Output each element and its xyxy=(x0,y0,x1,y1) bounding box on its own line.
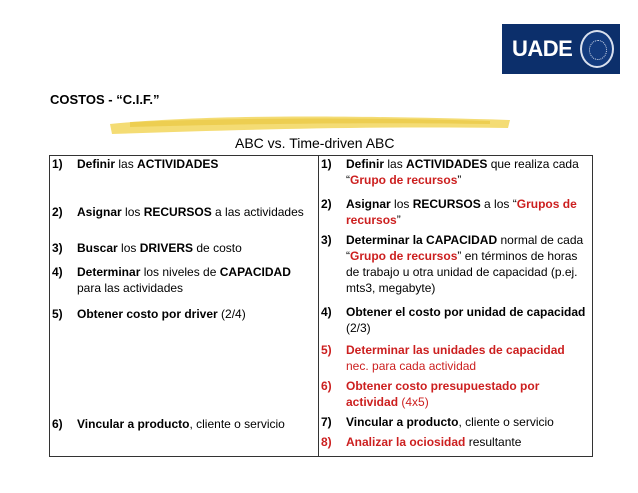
item-text-segment: las xyxy=(384,157,407,171)
item-text-segment: nec. para cada actividad xyxy=(346,359,477,373)
item-text xyxy=(77,156,318,204)
item-text-segment: DRIVERS xyxy=(139,241,194,255)
item-text-segment: a las actividades xyxy=(211,205,304,219)
item-text xyxy=(77,416,318,456)
list-item xyxy=(319,232,592,304)
tdabc-column xyxy=(319,156,593,457)
item-text-segment: resultante xyxy=(465,435,522,449)
item-text-segment: (2/4) xyxy=(217,307,246,321)
list-item xyxy=(319,156,592,196)
item-number: 7) xyxy=(321,415,332,429)
slide-title: COSTOS - “C.I.F.” xyxy=(50,92,160,107)
list-item xyxy=(319,434,592,454)
item-text-segment: los xyxy=(117,241,140,255)
list-item xyxy=(50,264,318,306)
comparison-table xyxy=(49,155,593,457)
item-number: 1) xyxy=(52,157,63,171)
list-item xyxy=(50,240,318,264)
list-item xyxy=(50,156,318,204)
item-text xyxy=(346,434,592,454)
item-text-segment: (4x5) xyxy=(398,395,429,409)
item-text-segment: Analizar la ociosidad xyxy=(346,435,466,449)
item-text-segment: RECURSOS xyxy=(412,197,481,211)
item-number: 2) xyxy=(52,205,63,219)
item-text-segment: a los “ xyxy=(480,197,517,211)
item-text-segment: los xyxy=(121,205,144,219)
item-text-segment: ” xyxy=(457,173,462,187)
item-text-segment: Grupo de recursos xyxy=(350,173,458,187)
item-text-segment: Grupo de recursos xyxy=(350,249,458,263)
item-text xyxy=(346,156,592,196)
table-row xyxy=(50,156,593,457)
item-text xyxy=(77,264,318,306)
item-text-segment: Determinar las unidades de capacidad xyxy=(346,343,565,357)
item-text xyxy=(346,414,592,434)
item-text-segment: los xyxy=(390,197,413,211)
item-number: 5) xyxy=(321,343,332,357)
item-text-segment: normal de cada “ xyxy=(346,233,584,263)
item-text-segment: Asignar xyxy=(346,197,391,211)
item-text-segment: Determinar la CAPACIDAD xyxy=(346,233,498,247)
item-text xyxy=(77,240,318,264)
item-text-segment: para las actividades xyxy=(77,281,184,295)
item-text-segment: Determinar xyxy=(77,265,141,279)
item-number: 5) xyxy=(52,307,63,321)
item-text-segment: ACTIVIDADES xyxy=(137,157,219,171)
item-number: 1) xyxy=(321,157,332,171)
item-text-segment: Vincular a producto xyxy=(77,417,190,431)
item-text-segment: Buscar xyxy=(77,241,118,255)
item-number: 3) xyxy=(321,233,332,247)
slide-subtitle: ABC vs. Time-driven ABC xyxy=(235,135,395,151)
list-item xyxy=(319,378,592,414)
item-text xyxy=(77,204,318,240)
item-text-segment: , cliente o servicio xyxy=(189,417,285,431)
item-number: 6) xyxy=(52,417,63,431)
item-number: 6) xyxy=(321,379,332,393)
item-number: 2) xyxy=(321,197,332,211)
item-text-segment: ” xyxy=(396,213,401,227)
item-number: 3) xyxy=(52,241,63,255)
logo-text: UADE xyxy=(512,36,573,61)
item-text-segment: Definir xyxy=(346,157,385,171)
item-text xyxy=(77,306,318,416)
item-text-segment: ” en términos de horas de trabajo u otra unidad de capacidad (p.ej. mts3, megabyte) xyxy=(346,249,578,295)
list-item xyxy=(319,304,592,342)
item-text-segment: Grupos de recursos xyxy=(346,197,577,227)
item-text xyxy=(346,342,592,378)
item-text-segment: ACTIVIDADES xyxy=(406,157,488,171)
item-text xyxy=(346,196,592,232)
item-text-segment: de costo xyxy=(193,241,242,255)
item-text xyxy=(346,304,592,342)
abc-column xyxy=(50,156,319,457)
item-text-segment: CAPACIDAD xyxy=(219,265,291,279)
item-number: 8) xyxy=(321,435,332,449)
item-text-segment: Definir xyxy=(77,157,116,171)
item-text-segment: (2/3) xyxy=(346,321,371,335)
item-text-segment: los niveles de xyxy=(140,265,220,279)
item-text-segment: Obtener costo por driver xyxy=(77,307,218,321)
yellow-brush-stroke xyxy=(110,110,510,138)
item-text-segment: Obtener el costo por unidad de capacidad xyxy=(346,305,586,319)
item-number: 4) xyxy=(52,265,63,279)
item-text-segment: Vincular a producto xyxy=(346,415,459,429)
item-number: 4) xyxy=(321,305,332,319)
item-text-segment: las xyxy=(115,157,138,171)
list-item xyxy=(319,414,592,434)
item-text-segment: que realiza cada “ xyxy=(346,157,579,187)
uade-logo xyxy=(502,24,620,74)
university-seal-icon xyxy=(580,30,614,68)
list-item xyxy=(50,306,318,416)
item-text-segment: , cliente o servicio xyxy=(458,415,554,429)
item-text xyxy=(346,232,592,304)
item-text xyxy=(346,378,592,414)
list-item xyxy=(319,342,592,378)
item-text-segment: Obtener costo presupuestado por actividad xyxy=(346,379,540,409)
list-item xyxy=(50,416,318,456)
item-text-segment: RECURSOS xyxy=(143,205,212,219)
list-item xyxy=(319,196,592,232)
item-text-segment: Asignar xyxy=(77,205,122,219)
list-item xyxy=(50,204,318,240)
